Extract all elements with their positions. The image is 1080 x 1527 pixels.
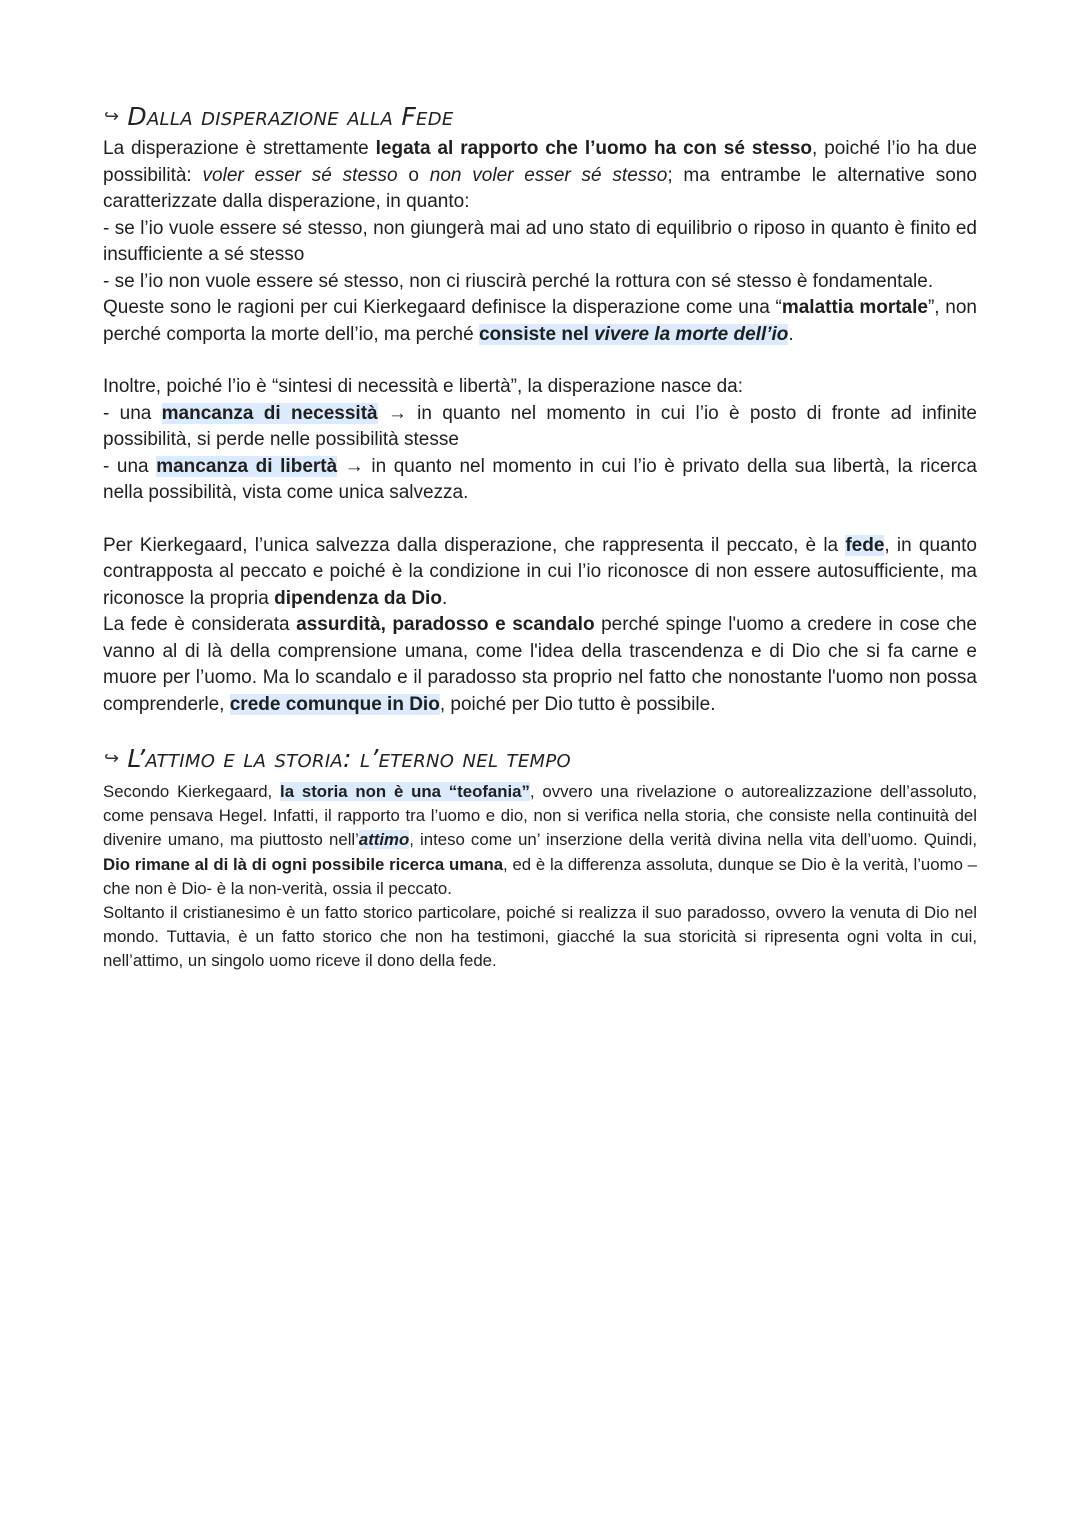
bold-phrase: Dio rimane al di là di ogni possibile ricerca umana (103, 854, 504, 874)
section-heading-fede (104, 102, 454, 131)
paragraph: Queste sono le ragioni per cui Kierkegaard definisce la disperazione come una “malattia mortale”, non perché comporta la morte dell’io, ma perché consiste nel vivere la morte dell’io. (103, 297, 977, 345)
list-item: - una mancanza di libertà → in quanto nel momento in cui l’io è privato della sua libertà, la ricerca nella possibilità, vista come unica salvezza. (103, 455, 977, 503)
curved-arrow-icon: ↪ (104, 106, 120, 127)
highlighted-phrase: consiste nel vivere la morte dell’io (478, 323, 789, 345)
paragraph: La fede è considerata assurdità, paradosso e scandalo perché spinge l'uomo a credere in cose che vanno al di là della comprensione umana, come l'idea della trascendenza e di Dio che si fa carne e muore per l’uomo. Ma lo scandalo e il paradosso sta proprio nel fatto che nonostante l'uomo non possa comprenderle, crede comunque in Dio, poiché per Dio tutto è possibile. (103, 614, 977, 715)
bold-phrase: legata al rapporto che l’uomo ha con sé stesso (375, 138, 813, 159)
paragraph: Soltanto il cristianesimo è un fatto storico particolare, poiché si realizza il suo paradosso, ovvero la venuta di Dio nel mondo. Tuttavia, è un fatto storico che non ha testimoni, giacché la sua storicità si ripresenta ogni volta in cui, nell’attimo, un singolo uomo riceve il dono della fede. (103, 903, 977, 971)
highlighted-phrase: mancanza di libertà (156, 455, 338, 477)
paragraph: Inoltre, poiché l’io è “sintesi di necessità e libertà”, la disperazione nasce da: (103, 376, 744, 397)
list-item: - una mancanza di necessità → in quanto nel momento in cui l’io è posto di fronte ad infinite possibilità, si perde nelle possibilità stesse (103, 402, 977, 450)
paragraph: Per Kierkegaard, l’unica salvezza dalla disperazione, che rappresenta il peccato, è la fede, in quanto contrapposta al peccato e poiché è la condizione in cui l’io riconosce di non essere autosufficiente, ma riconosce la propria dipendenza da Dio. (103, 534, 977, 609)
list-item: - se l’io non vuole essere sé stesso, non ci riuscirà perché la rottura con sé stesso è fondamentale. (103, 270, 934, 292)
highlighted-phrase: mancanza di necessità (161, 402, 378, 424)
curved-arrow-icon: ↪ (104, 748, 120, 769)
paragraph: Secondo Kierkegaard, la storia non è una “teofania”, ovvero una rivelazione o autorealizzazione dell’assoluto, come pensava Hegel. Infatti, il rapporto tra l’uomo e dio, non si verifica nella storia, che consiste nella continuità del divenire umano, ma piuttosto nell’attimo, inteso come un’ inserzione della verità divina nella vita dell’uomo. Quindi, Dio rimane al di là di ogni possibile ricerca umana, ed è la differenza assoluta, dunque se Dio è la verità, l’uomo –che non è Dio- è la non-verità, ossia il peccato. (103, 782, 978, 898)
section-heading-attimo (104, 744, 571, 773)
italic-phrase: non voler esser sé stesso (429, 164, 668, 186)
paragraph: La disperazione è strettamente legata al rapporto che l’uomo ha con sé stesso, poiché l’io ha due possibilità: voler esser sé stesso o non voler esser sé stesso; ma entrambe le alternative sono caratterizzate dalla disperazione, in quanto: (103, 138, 977, 212)
heading-text: L’attimo e la storia: l’eterno nel tempo (127, 744, 571, 773)
italic-phrase: voler esser sé stesso (202, 164, 398, 186)
bold-phrase: dipendenza da Dio (274, 587, 442, 609)
bold-phrase: assurdità, paradosso e scandalo (296, 614, 595, 635)
heading-text: Dalla disperazione alla Fede (127, 102, 454, 131)
highlighted-phrase: crede comunque in Dio (229, 693, 440, 715)
list-item: - se l’io vuole essere sé stesso, non giungerà mai ad uno stato di equilibrio o riposo in quanto è finito ed insufficiente a sé stesso (103, 217, 977, 265)
highlighted-phrase: attimo (358, 830, 410, 850)
section-attimo (103, 780, 977, 974)
bold-phrase: malattia mortale (781, 297, 928, 318)
section-disperazione (103, 136, 977, 718)
highlighted-phrase: la storia non è una “teofania” (280, 782, 530, 801)
highlighted-phrase: fede (845, 534, 885, 556)
